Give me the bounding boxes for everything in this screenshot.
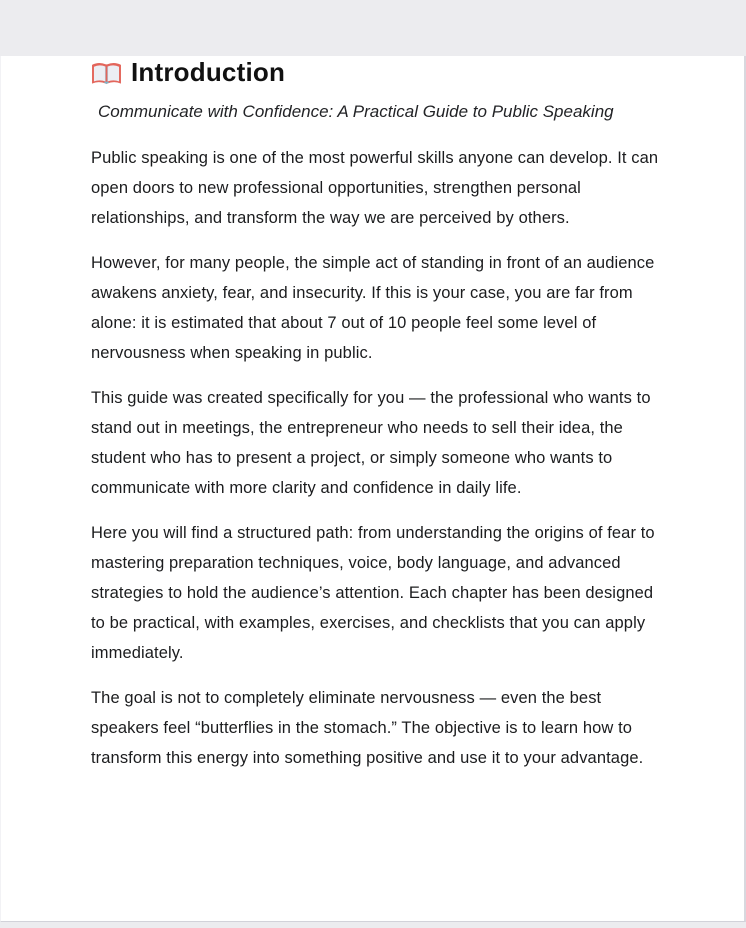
paragraph: Here you will find a structured path: from understanding the origins of fear to mastering preparation techniques, voice, body language, and advanced strategies to hold the audience’s attention. Each chapter has been designed to be practical, with examples, exercises, and checklists that you can apply immediately. (91, 524, 655, 662)
paragraph: The goal is not to completely eliminate nervousness — even the best speakers feel “butterflies in the stomach.” The objective is to learn how to transform this energy into something positive and use it to your advantage. (91, 689, 644, 767)
document-page (0, 56, 746, 922)
paragraph: However, for many people, the simple act of standing in front of an audience awakens anxiety, fear, and insecurity. If this is your case, you are far from alone: it is estimated that about 7 out of 10 people feel some level of nervousness when speaking in public. (91, 254, 655, 362)
paragraph: This guide was created specifically for you — the professional who wants to stand out in meetings, the entrepreneur who needs to sell their idea, the student who has to present a project, or simply someone who wants to communicate with more clarity and confidence in daily life. (91, 389, 651, 497)
page-title-text: Introduction (131, 57, 286, 87)
document-subtitle: Communicate with Confidence: A Practical Guide to Public Speaking (98, 102, 614, 121)
paragraph: Public speaking is one of the most powerful skills anyone can develop. It can open doors to new professional opportunities, strengthen personal relationships, and transform the way we are perceived by others. (91, 149, 659, 227)
page-outside-margin (0, 922, 746, 928)
page-title (91, 56, 654, 88)
open-book-icon (91, 60, 122, 87)
document-body (91, 143, 659, 773)
